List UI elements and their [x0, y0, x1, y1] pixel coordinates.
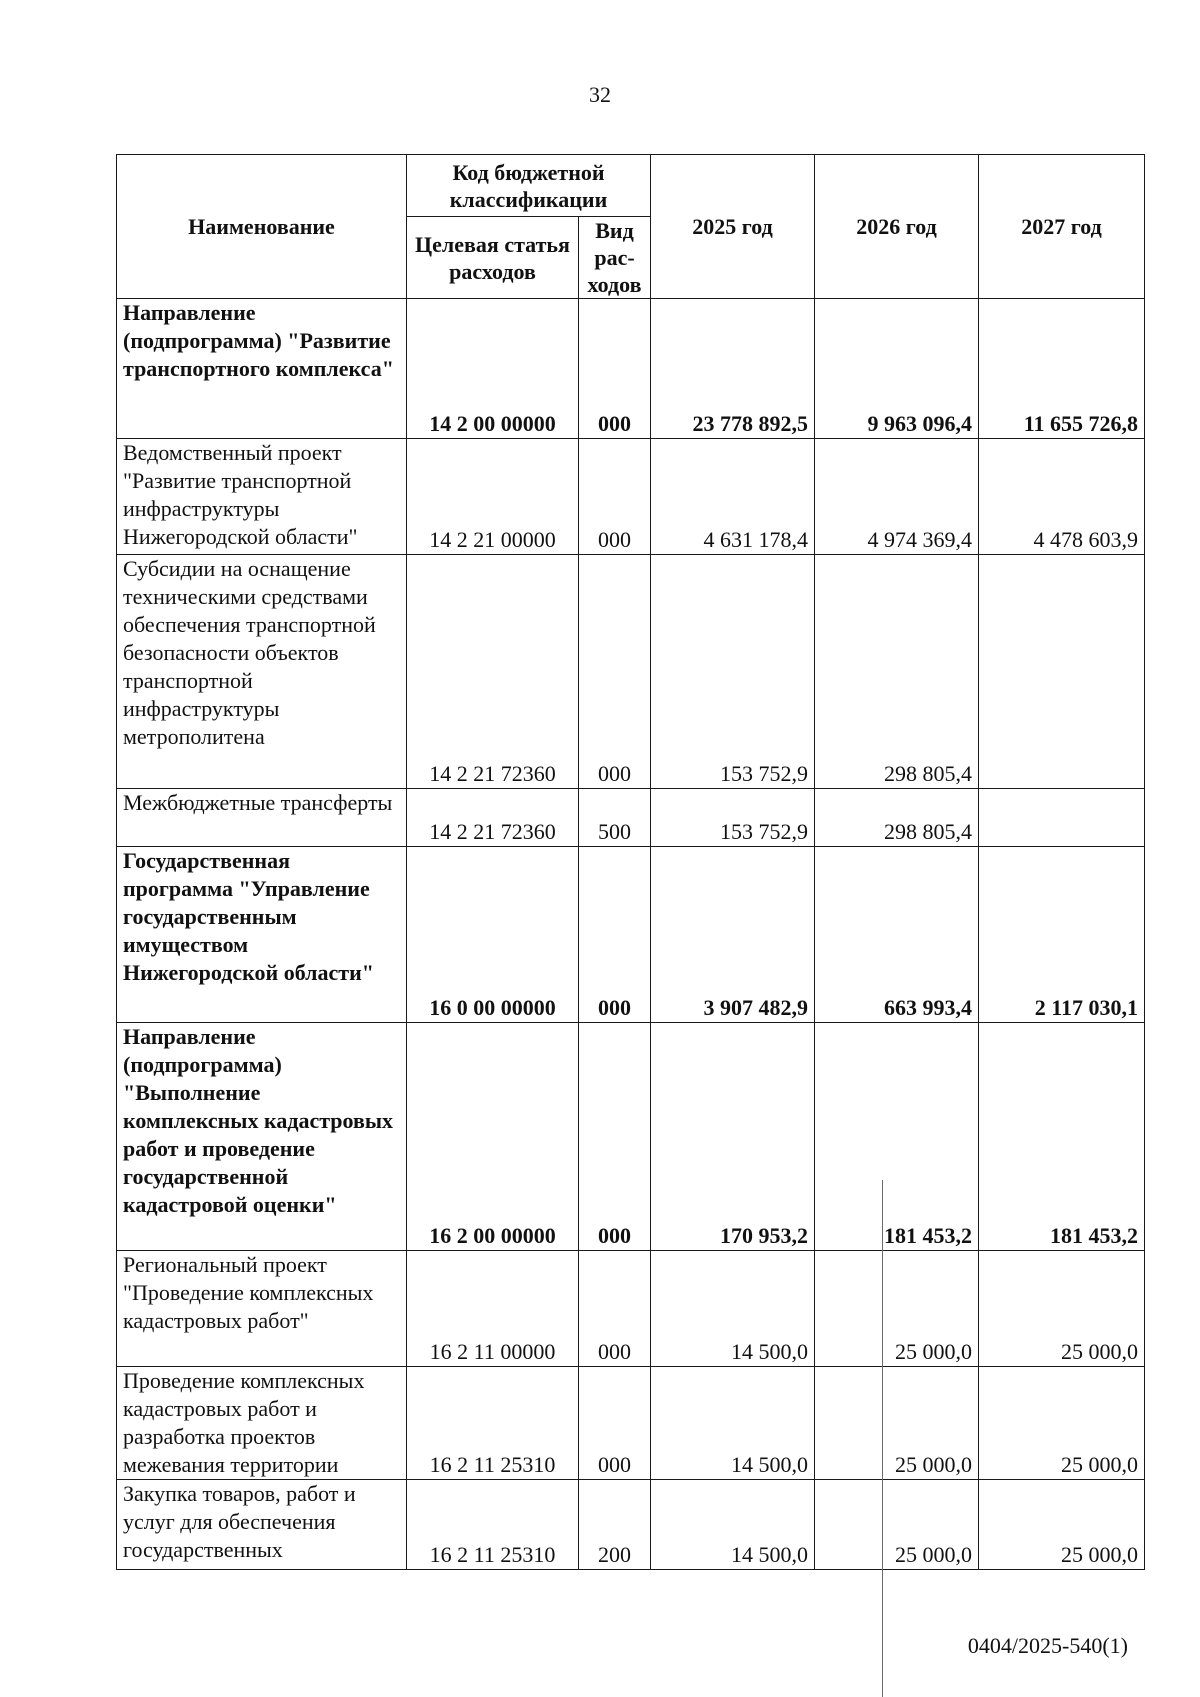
table-row: [117, 1023, 1145, 1251]
row-expense-kind-cell: 000: [579, 1023, 651, 1251]
row-2025-value-cell: 153 752,9: [651, 555, 815, 789]
row-target-code-cell: 14 2 21 72360: [407, 789, 579, 847]
row-2027-value-cell: 2 117 030,1: [979, 847, 1145, 1023]
table-row: [117, 847, 1145, 1023]
row-2027-value-cell: 25 000,0: [979, 1251, 1145, 1367]
header-2027: 2027 год: [979, 155, 1145, 299]
header-code-group: Код бюджетной классификации: [407, 155, 651, 217]
row-2026-value-cell: 298 805,4: [815, 789, 979, 847]
row-2025-value-cell: 153 752,9: [651, 789, 815, 847]
row-2025-value-cell: 14 500,0: [651, 1480, 815, 1570]
row-expense-kind-cell: 000: [579, 439, 651, 555]
row-2025-value-cell: 170 953,2: [651, 1023, 815, 1251]
row-name-cell: Закупка товаров, работ и услуг для обеспечения государственных: [117, 1480, 407, 1570]
row-target-code-cell: 16 2 11 25310: [407, 1367, 579, 1480]
header-name: Наименование: [117, 155, 407, 299]
row-expense-kind-cell: 200: [579, 1480, 651, 1570]
row-name-cell: Направление (подпрограмма) "Развитие транспортного комплекса": [117, 299, 407, 439]
row-target-code-cell: 14 2 21 00000: [407, 439, 579, 555]
table-row: [117, 299, 1145, 439]
document-code: 0404/2025-540(1): [967, 1633, 1128, 1658]
row-2026-value-cell: 4 974 369,4: [815, 439, 979, 555]
table-body: [117, 299, 1145, 1570]
row-2027-value-cell: [979, 789, 1145, 847]
row-2027-value-cell: 11 655 726,8: [979, 299, 1145, 439]
row-expense-kind-cell: 000: [579, 1367, 651, 1480]
row-2025-value-cell: 14 500,0: [651, 1367, 815, 1480]
row-target-code-cell: 14 2 21 72360: [407, 555, 579, 789]
row-expense-kind-cell: 000: [579, 847, 651, 1023]
budget-table: [116, 154, 1145, 1570]
row-name-cell: Проведение комплексных кадастровых работ и разработка проектов межевания территории: [117, 1367, 407, 1480]
row-2027-value-cell: [979, 555, 1145, 789]
row-target-code-cell: 16 2 11 00000: [407, 1251, 579, 1367]
row-2027-value-cell: 181 453,2: [979, 1023, 1145, 1251]
row-name-cell: Государственная программа "Управление государственным имуществом Нижегородской области": [117, 847, 407, 1023]
row-2027-value-cell: 25 000,0: [979, 1367, 1145, 1480]
header-2026: 2026 год: [815, 155, 979, 299]
row-target-code-cell: 16 0 00 00000: [407, 847, 579, 1023]
row-name-cell: Субсидии на оснащение техническими средствами обеспечения транспортной безопасности объектов транспортной инфраструктуры метрополитена: [117, 555, 407, 789]
table-row: [117, 555, 1145, 789]
row-2026-value-cell: 181 453,2: [815, 1023, 979, 1251]
row-target-code-cell: 16 2 11 25310: [407, 1480, 579, 1570]
row-2026-value-cell: 9 963 096,4: [815, 299, 979, 439]
row-name-cell: Региональный проект "Проведение комплексных кадастровых работ": [117, 1251, 407, 1367]
row-2026-value-cell: 25 000,0: [815, 1367, 979, 1480]
row-name-cell: Ведомственный проект "Развитие транспортной инфраструктуры Нижегородской области": [117, 439, 407, 555]
page-number: 32: [589, 82, 611, 107]
row-2027-value-cell: 25 000,0: [979, 1480, 1145, 1570]
table-row: [117, 1367, 1145, 1480]
header-target-article: Целевая статья расходов: [407, 217, 579, 299]
row-2027-value-cell: 4 478 603,9: [979, 439, 1145, 555]
row-expense-kind-cell: 500: [579, 789, 651, 847]
row-expense-kind-cell: 000: [579, 299, 651, 439]
row-2026-value-cell: 25 000,0: [815, 1480, 979, 1570]
table-row: [117, 1251, 1145, 1367]
row-expense-kind-cell: 000: [579, 1251, 651, 1367]
table-row: [117, 789, 1145, 847]
row-target-code-cell: 14 2 00 00000: [407, 299, 579, 439]
row-name-cell: Межбюджетные трансферты: [117, 789, 407, 847]
row-2025-value-cell: 3 907 482,9: [651, 847, 815, 1023]
row-name-cell: Направление (подпрограмма) "Выполнение комплексных кадастровых работ и проведение государственной кадастровой оценки": [117, 1023, 407, 1251]
header-2025: 2025 год: [651, 155, 815, 299]
row-2025-value-cell: 14 500,0: [651, 1251, 815, 1367]
row-2025-value-cell: 4 631 178,4: [651, 439, 815, 555]
table-row: [117, 439, 1145, 555]
row-2025-value-cell: 23 778 892,5: [651, 299, 815, 439]
row-target-code-cell: 16 2 00 00000: [407, 1023, 579, 1251]
scan-artifact-line: [882, 1180, 883, 1697]
header-expense-kind: Вид рас-ходов: [579, 217, 651, 299]
table-row: [117, 1480, 1145, 1570]
row-2026-value-cell: 298 805,4: [815, 555, 979, 789]
table-header: [117, 155, 1145, 299]
row-2026-value-cell: 663 993,4: [815, 847, 979, 1023]
row-2026-value-cell: 25 000,0: [815, 1251, 979, 1367]
row-expense-kind-cell: 000: [579, 555, 651, 789]
